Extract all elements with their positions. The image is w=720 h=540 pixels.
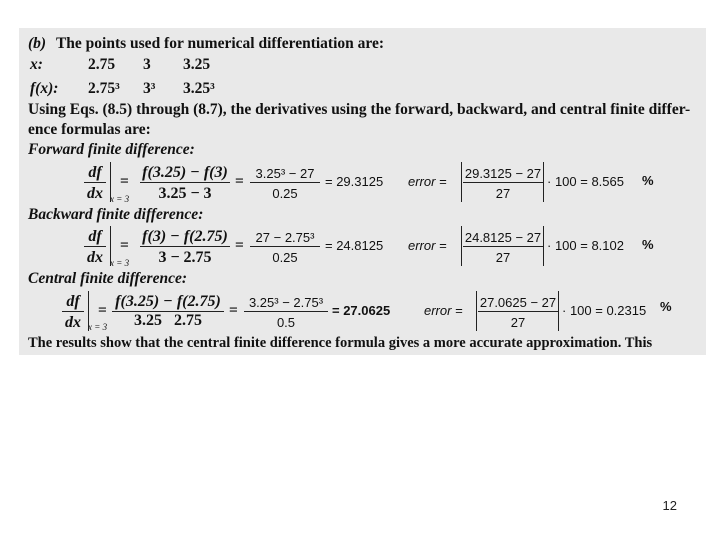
central-frac1-num: f(3.25) − f(2.75) (115, 293, 221, 310)
part-b-sentence: The points used for numerical differentiation are: (55, 35, 385, 52)
forward-error-label: error = (408, 174, 447, 189)
central-deriv-num: df (66, 293, 80, 310)
central-frac1-den: 3.25 2.75 (134, 312, 202, 329)
central-percent: % (660, 299, 672, 314)
x-value-2: 3 (143, 56, 151, 73)
x-value-3: 3.25 (183, 56, 211, 73)
backward-deriv-num: df (88, 228, 102, 245)
central-deriv-at: x = 3 (88, 322, 108, 332)
page-number: 12 (662, 498, 677, 513)
fx-value-3: 3.25³ (183, 80, 215, 97)
forward-deriv-num: df (88, 164, 102, 181)
backward-result: = 24.8125 (325, 238, 384, 253)
backward-frac1-num: f(3) − f(2.75) (142, 228, 228, 245)
backward-error-num: 24.8125 − 27 (464, 230, 542, 245)
backward-frac2-den: 0.25 (272, 250, 298, 265)
central-deriv-den: dx (65, 314, 81, 331)
forward-frac1-den: 3.25 − 3 (158, 185, 212, 202)
part-label: (b) (28, 35, 47, 52)
forward-frac2-den: 0.25 (272, 186, 298, 201)
forward-error-num: 29.3125 − 27 (464, 166, 542, 181)
fx-value-1: 2.75³ (88, 80, 120, 97)
backward-error-den: 27 (495, 250, 511, 265)
forward-frac1-num: f(3.25) − f(3) (142, 164, 228, 181)
central-error-mult: · 100 = 0.2315 (562, 303, 647, 318)
forward-percent: % (642, 173, 654, 188)
backward-error-mult: · 100 = 8.102 (547, 238, 624, 253)
central-frac2-den: 0.5 (276, 315, 296, 330)
central-error-den: 27 (510, 315, 526, 330)
x-value-1: 2.75 (88, 56, 116, 73)
part-b-line (28, 36, 384, 52)
central-result: = 27.0625 (332, 303, 391, 318)
backward-deriv-den: dx (87, 249, 103, 266)
intro-line-2: ence formulas are: (28, 121, 151, 138)
intro-line-1: Using Eqs. (8.5) through (8.7), the derivatives using the forward, backward, and central finite differ- (28, 101, 691, 118)
forward-deriv-at: x = 3 (110, 194, 130, 204)
backward-heading: Backward finite difference: (28, 206, 204, 223)
central-heading: Central finite difference: (28, 270, 187, 287)
fx-value-2: 3³ (143, 80, 156, 97)
forward-result: = 29.3125 (325, 174, 384, 189)
central-error-label: error = (424, 303, 463, 318)
forward-deriv-den: dx (87, 185, 103, 202)
central-error-num: 27.0625 − 27 (479, 295, 557, 310)
backward-deriv-at: x = 3 (110, 258, 130, 268)
forward-heading: Forward finite difference: (28, 141, 195, 158)
x-label: x: (30, 56, 43, 73)
backward-frac1-den: 3 − 2.75 (158, 249, 212, 266)
forward-error-den: 27 (495, 186, 511, 201)
forward-error-mult: · 100 = 8.565 (547, 174, 624, 189)
backward-percent: % (642, 237, 654, 252)
fx-label: f(x): (30, 80, 59, 97)
central-frac2-num: 3.25³ − 2.75³ (248, 295, 324, 310)
backward-error-label: error = (408, 238, 447, 253)
forward-frac2-num: 3.25³ − 27 (255, 166, 315, 181)
conclusion-text: The results show that the central finite difference formula gives a more accurate approximation. This (28, 335, 653, 351)
backward-frac2-num: 27 − 2.75³ (255, 230, 315, 245)
